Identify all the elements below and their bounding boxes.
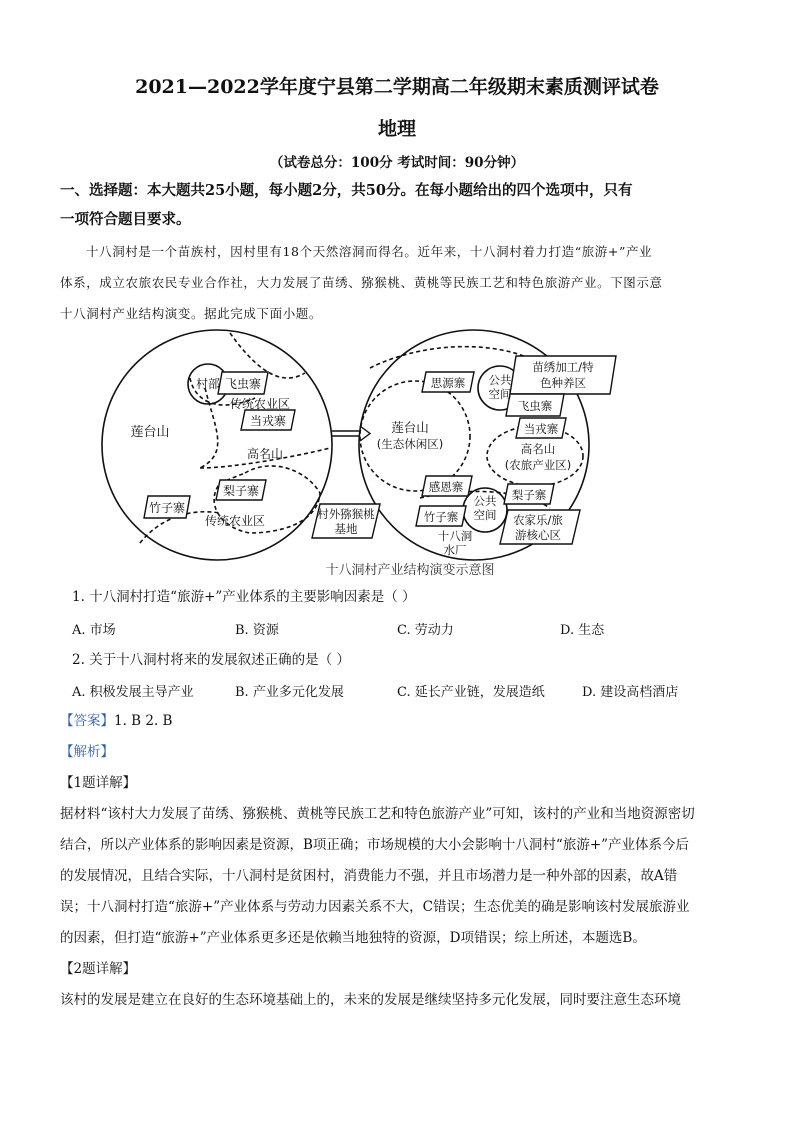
material-line1: 十八洞村是一个苗族村，因村里有18个天然溶洞而得名。近年来，十八洞村着力打造“旅游+”产业	[86, 244, 653, 259]
label-left-zhuzizhai: 竹子寨	[148, 501, 186, 515]
label-cunwai1: 村外猕猴桃	[317, 507, 375, 521]
exam-meta: （试卷总分：100分 考试时间：90分钟）	[269, 155, 525, 171]
q2-option-c[interactable]: C. 延长产业链，发展造纸	[397, 685, 545, 700]
exam-title: 2021—2022学年度宁县第二学期高二年级期末素质测评试卷	[135, 76, 659, 98]
label-miaoxiu2: 色种养区	[540, 376, 586, 390]
label-left-lizizhai: 梨子寨	[222, 484, 260, 498]
label-ganenzhai: 感恩寨	[428, 480, 464, 494]
q1-analysis-line4: 误；十八洞村打造“旅游+”产业体系与劳动力因素关系不大，C错误；生态优美的确是影响该村发展旅游业	[60, 899, 690, 915]
label-miaoxiu1: 苗绣加工/特	[532, 360, 594, 374]
label-gonggong2a: 公共	[473, 494, 497, 508]
answer-value: 1. B 2. B	[114, 713, 173, 729]
q2-detail-label: 【2题详解】	[60, 961, 137, 977]
label-right-liantai1: 莲台山	[391, 420, 429, 435]
q1-analysis-line5: 的因素，但打造“旅游+”产业体系更多还是依赖当地独特的资源，D项错误；综上所述，本题选B。	[60, 930, 646, 946]
label-left-gaomingshan: 高名山	[246, 447, 284, 461]
material-line2: 体系，成立农旅农民专业合作社，大力发展了苗绣、猕猴桃、黄桃等民族工艺和特色旅游产业。下图示意	[60, 275, 663, 290]
label-cunbu: 村部	[195, 377, 221, 391]
label-right-gaoming1: 高名山	[520, 442, 556, 456]
q1-analysis-line3: 的发展情况，且结合实际，十八洞村是贫困村，消费能力不强，并且市场潜力是一种外部的因素，故A错	[60, 868, 678, 884]
label-left-liantaishan: 莲台山	[130, 425, 170, 440]
material-line3: 十八洞村产业结构演变。据此完成下面小题。	[60, 306, 323, 321]
q2-option-d[interactable]: D. 建设高档酒店	[582, 685, 679, 700]
label-nongjiale2: 游核心区	[515, 528, 561, 542]
label-right-liantai2: (生态休闲区)	[376, 437, 444, 451]
label-cunwai2: 基地	[334, 522, 358, 536]
q1-analysis-line1: 据材料“该村大力发展了苗绣、猕猴桃、黄桃等民族工艺和特色旅游产业”可知，该村的产业和当地资源密切	[60, 806, 695, 822]
answer-line	[60, 711, 740, 731]
q2-analysis-line1: 该村的发展是建立在良好的生态环境基础上的，未来的发展是继续坚持多元化发展，同时要注意生态环境	[60, 992, 681, 1008]
industry-structure-diagram	[80, 328, 720, 584]
label-shibadong1: 十八洞	[437, 529, 473, 543]
label-gonggong1b: 空间	[488, 387, 512, 401]
label-right-zhuzizhai: 竹子寨	[423, 510, 459, 524]
label-right-feichongzhai: 飞虫寨	[517, 399, 553, 413]
answer-label: 【答案】	[60, 713, 114, 729]
label-gonggong1a: 公共	[488, 373, 512, 387]
label-right-gaoming2: (农旅产业区)	[504, 458, 572, 472]
question-1-stem: 1. 十八洞村打造“旅游+”产业体系的主要影响因素是（ ）	[72, 589, 416, 605]
q2-option-a[interactable]: A. 积极发展主导产业	[72, 685, 194, 700]
section-heading-line1: 一、选择题：本大题共25小题，每小题2分，共50分。在每小题给出的四个选项中，只有	[60, 182, 633, 199]
label-siyuanzhai: 思源寨	[430, 376, 466, 390]
label-left-chuantong2: 传统农业区	[204, 514, 266, 528]
label-left-chuantong1: 传统农业区	[229, 397, 291, 411]
section-heading-line2: 一项符合题目要求。	[60, 211, 191, 228]
label-left-feichongzhai: 飞虫寨	[224, 377, 262, 391]
q1-detail-label: 【1题详解】	[60, 775, 137, 791]
figure-caption: 十八洞村产业结构演变示意图	[325, 563, 495, 578]
label-right-lizizhai: 梨子寨	[511, 488, 547, 502]
question-2-stem: 2. 关于十八洞村将来的发展叙述正确的是（ ）	[72, 652, 350, 668]
label-gonggong2b: 空间	[473, 508, 497, 522]
q1-option-d[interactable]: D. 生态	[560, 623, 605, 638]
analysis-label: 【解析】	[60, 744, 114, 760]
q1-option-c[interactable]: C. 劳动力	[397, 623, 454, 638]
q2-option-b[interactable]: B. 产业多元化发展	[235, 685, 344, 700]
label-left-dangrongzhai: 当戎寨	[249, 414, 287, 428]
q1-option-b[interactable]: B. 资源	[235, 623, 279, 638]
q1-option-a[interactable]: A. 市场	[72, 623, 116, 638]
label-nongjiale1: 农家乐/旅	[513, 513, 563, 527]
label-right-dangrongzhai: 当戎寨	[523, 422, 559, 436]
label-shibadong2: 水厂	[443, 543, 467, 557]
subject-title: 地理	[377, 118, 416, 140]
q1-analysis-line2: 结合，所以产业体系的影响因素是资源，B项正确；市场规模的大小会影响十八洞村“旅游+”产业体系今后	[60, 837, 690, 853]
